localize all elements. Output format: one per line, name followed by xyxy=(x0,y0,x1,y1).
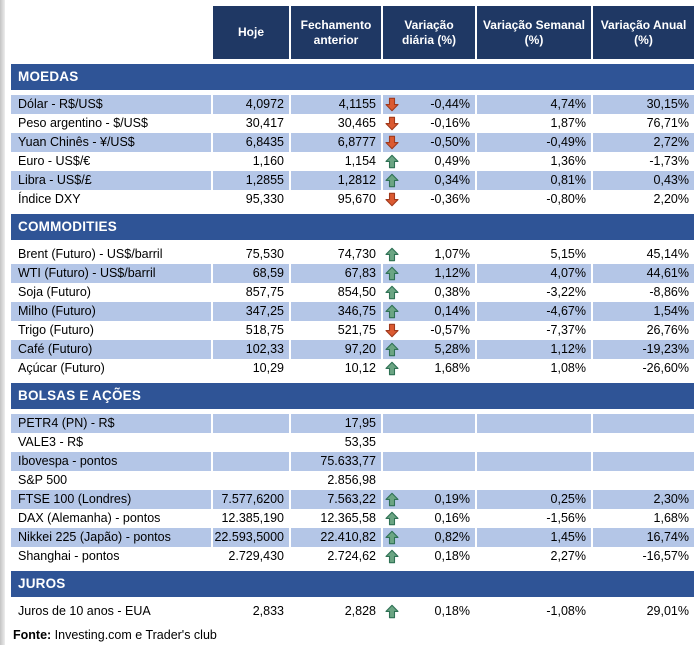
cell-label: Ibovespa - pontos xyxy=(11,452,211,471)
cell-variacao-diaria xyxy=(383,95,475,114)
section-header-moedas: MOEDAS xyxy=(11,64,694,90)
section-header-bolsas-e-acoes: BOLSAS E AÇÕES xyxy=(11,383,694,409)
variacao-diaria-value: 0,16% xyxy=(434,511,470,525)
arrow-down-icon xyxy=(385,97,399,112)
cell-variacao-semanal: 1,36% xyxy=(550,154,586,168)
source-text: Investing.com e Trader's club xyxy=(51,628,217,642)
cell-label: DAX (Alemanha) - pontos xyxy=(18,511,161,525)
cell-variacao-diaria xyxy=(383,190,475,209)
cell-fechamento-anterior: 12.365,58 xyxy=(320,511,376,525)
arrow-down-icon xyxy=(385,323,399,338)
variacao-diaria-value: 0,82% xyxy=(434,530,470,544)
cell-variacao-semanal: 0,81% xyxy=(477,171,591,190)
arrow-up-icon xyxy=(385,154,399,169)
cell-label: VALE3 - R$ xyxy=(18,435,84,449)
table-row xyxy=(11,452,694,471)
variacao-diaria-value: 0,18% xyxy=(434,604,470,618)
cell-fechamento-anterior: 346,75 xyxy=(291,302,381,321)
cell-variacao-semanal: -0,49% xyxy=(477,133,591,152)
variacao-diaria-value: 1,12% xyxy=(434,266,470,280)
cell-variacao-anual: 76,71% xyxy=(646,116,689,130)
table-row xyxy=(11,95,694,114)
cell-variacao-anual: -26,60% xyxy=(642,361,689,375)
cell-variacao-diaria xyxy=(383,152,475,171)
arrow-up-icon xyxy=(385,604,399,619)
cell-variacao-anual: 0,43% xyxy=(593,171,694,190)
cell-hoje: 68,59 xyxy=(213,264,289,283)
cell-fechamento-anterior: 1,2812 xyxy=(291,171,381,190)
cell-variacao-semanal: 1,87% xyxy=(550,116,586,130)
arrow-up-icon xyxy=(385,173,399,188)
cell-variacao-anual: 2,72% xyxy=(593,133,694,152)
cell-label: Milho (Futuro) xyxy=(11,302,211,321)
cell-fechamento-anterior: 10,12 xyxy=(344,361,376,375)
cell-variacao-anual xyxy=(593,452,694,471)
trend-up-indicator xyxy=(385,247,400,262)
cell-variacao-semanal: 1,45% xyxy=(477,528,591,547)
table-row xyxy=(11,171,694,190)
cell-variacao-anual: 26,76% xyxy=(646,323,689,337)
cell-label: Shanghai - pontos xyxy=(18,549,120,563)
cell-label: Soja (Futuro) xyxy=(18,285,91,299)
cell-hoje: 347,25 xyxy=(213,302,289,321)
trend-down-indicator xyxy=(385,135,400,150)
cell-hoje: 22.593,5000 xyxy=(213,528,289,547)
cell-variacao-diaria xyxy=(383,602,475,621)
table-row xyxy=(11,133,694,152)
table-body xyxy=(11,64,694,621)
arrow-up-icon xyxy=(385,285,399,300)
variacao-diaria-value: -0,57% xyxy=(430,323,470,337)
header-variacao-semanal: Variação Semanal (%) xyxy=(477,6,591,59)
cell-fechamento-anterior: 97,20 xyxy=(291,340,381,359)
variacao-diaria-value: -0,36% xyxy=(430,192,470,206)
cell-variacao-anual: 29,01% xyxy=(646,604,689,618)
cell-variacao-semanal: -0,80% xyxy=(546,192,586,206)
cell-fechamento-anterior: 22.410,82 xyxy=(291,528,381,547)
variacao-diaria-value: -0,44% xyxy=(430,97,470,111)
table-row xyxy=(11,528,694,547)
trend-up-indicator xyxy=(385,511,400,526)
cell-label: Trigo (Futuro) xyxy=(18,323,94,337)
variacao-diaria-value: 0,49% xyxy=(434,154,470,168)
table-row xyxy=(11,359,694,378)
variacao-diaria-value: 0,18% xyxy=(434,549,470,563)
cell-hoje xyxy=(213,414,289,433)
arrow-up-icon xyxy=(385,549,399,564)
table-row xyxy=(11,264,694,283)
cell-hoje: 102,33 xyxy=(213,340,289,359)
cell-fechamento-anterior: 67,83 xyxy=(291,264,381,283)
cell-variacao-diaria xyxy=(383,171,475,190)
cell-variacao-semanal: -4,67% xyxy=(477,302,591,321)
table-row xyxy=(11,152,694,171)
variacao-diaria-value: 1,68% xyxy=(434,361,470,375)
arrow-up-icon xyxy=(385,342,399,357)
cell-variacao-diaria xyxy=(383,302,475,321)
cell-fechamento-anterior: 74,730 xyxy=(337,247,376,261)
cell-fechamento-anterior: 854,50 xyxy=(337,285,376,299)
cell-variacao-anual xyxy=(593,433,694,452)
cell-label: Índice DXY xyxy=(18,192,81,206)
cell-label: FTSE 100 (Londres) xyxy=(11,490,211,509)
cell-variacao-anual: -16,57% xyxy=(642,549,689,563)
trend-down-indicator xyxy=(385,323,400,338)
section-header-juros: JUROS xyxy=(11,571,694,597)
cell-variacao-diaria xyxy=(383,321,475,340)
cell-hoje: 6,8435 xyxy=(213,133,289,152)
cell-variacao-semanal: 1,08% xyxy=(550,361,586,375)
header-empty-cell xyxy=(11,6,211,59)
cell-label: Euro - US$/€ xyxy=(18,154,91,168)
cell-fechamento-anterior: 17,95 xyxy=(291,414,381,433)
cell-variacao-diaria xyxy=(383,528,475,547)
arrow-down-icon xyxy=(385,192,399,207)
arrow-down-icon xyxy=(385,135,399,150)
cell-variacao-semanal: -7,37% xyxy=(546,323,586,337)
cell-fechamento-anterior: 6,8777 xyxy=(291,133,381,152)
cell-label: Libra - US$/£ xyxy=(11,171,211,190)
cell-hoje: 2.729,430 xyxy=(228,549,284,563)
trend-down-indicator xyxy=(385,116,400,131)
table-row xyxy=(11,490,694,509)
cell-fechamento-anterior: 2.856,98 xyxy=(327,473,376,487)
cell-label: S&P 500 xyxy=(18,473,68,487)
arrow-up-icon xyxy=(385,361,399,376)
cell-variacao-semanal: 5,15% xyxy=(550,247,586,261)
arrow-down-icon xyxy=(385,116,399,131)
cell-hoje: 1,160 xyxy=(252,154,284,168)
trend-up-indicator xyxy=(385,304,400,319)
trend-up-indicator xyxy=(385,549,400,564)
trend-up-indicator xyxy=(385,604,400,619)
cell-fechamento-anterior: 53,35 xyxy=(344,435,376,449)
variacao-diaria-value: 5,28% xyxy=(434,342,470,356)
trend-up-indicator xyxy=(385,492,400,507)
cell-variacao-semanal: 2,27% xyxy=(550,549,586,563)
cell-label: Dólar - R$/US$ xyxy=(11,95,211,114)
cell-variacao-anual: 2,30% xyxy=(593,490,694,509)
table-row xyxy=(11,190,694,209)
cell-variacao-anual: 16,74% xyxy=(593,528,694,547)
cell-label: Juros de 10 anos - EUA xyxy=(18,604,151,618)
cell-variacao-diaria xyxy=(383,264,475,283)
cell-variacao-semanal xyxy=(477,433,591,452)
cell-label: Café (Futuro) xyxy=(11,340,211,359)
left-edge-strip xyxy=(0,0,5,645)
variacao-diaria-value: 0,34% xyxy=(434,173,470,187)
cell-hoje xyxy=(213,471,289,490)
variacao-diaria-value: 0,19% xyxy=(434,492,470,506)
cell-variacao-anual: 2,20% xyxy=(653,192,689,206)
cell-hoje: 2,833 xyxy=(252,604,284,618)
variacao-diaria-value: -0,16% xyxy=(430,116,470,130)
header-fechamento-anterior: Fechamento anterior xyxy=(291,6,381,59)
cell-variacao-diaria xyxy=(383,414,475,433)
trend-up-indicator xyxy=(385,154,400,169)
cell-hoje: 10,29 xyxy=(252,361,284,375)
cell-label: Yuan Chinês - ¥/US$ xyxy=(11,133,211,152)
cell-variacao-semanal: -3,22% xyxy=(546,285,586,299)
cell-variacao-anual: 1,54% xyxy=(593,302,694,321)
cell-variacao-semanal: -1,08% xyxy=(546,604,586,618)
table-row xyxy=(11,302,694,321)
cell-variacao-diaria xyxy=(383,340,475,359)
cell-variacao-diaria xyxy=(383,509,475,528)
table-row xyxy=(11,340,694,359)
cell-variacao-semanal: 1,12% xyxy=(477,340,591,359)
cell-variacao-diaria xyxy=(383,283,475,302)
cell-variacao-anual: 44,61% xyxy=(593,264,694,283)
table-header xyxy=(11,6,694,59)
cell-fechamento-anterior: 4,1155 xyxy=(291,95,381,114)
trend-up-indicator xyxy=(385,173,400,188)
cell-variacao-diaria xyxy=(383,114,475,133)
cell-variacao-anual: -19,23% xyxy=(593,340,694,359)
cell-variacao-anual: 30,15% xyxy=(593,95,694,114)
cell-variacao-semanal: -1,56% xyxy=(546,511,586,525)
cell-fechamento-anterior: 75.633,77 xyxy=(291,452,381,471)
cell-label: Açúcar (Futuro) xyxy=(18,361,105,375)
cell-hoje: 7.577,6200 xyxy=(213,490,289,509)
cell-variacao-semanal xyxy=(477,471,591,490)
table-row xyxy=(11,283,694,302)
cell-variacao-semanal xyxy=(477,414,591,433)
arrow-up-icon xyxy=(385,304,399,319)
section-header-commodities: COMMODITIES xyxy=(11,214,694,240)
cell-label: Brent (Futuro) - US$/barril xyxy=(18,247,163,261)
variacao-diaria-value: 0,14% xyxy=(434,304,470,318)
cell-variacao-diaria xyxy=(383,452,475,471)
arrow-up-icon xyxy=(385,266,399,281)
table-row xyxy=(11,414,694,433)
trend-up-indicator xyxy=(385,266,400,281)
cell-variacao-anual xyxy=(593,414,694,433)
cell-hoje: 75,530 xyxy=(245,247,284,261)
table-row xyxy=(11,602,694,621)
cell-hoje: 95,330 xyxy=(245,192,284,206)
cell-fechamento-anterior: 1,154 xyxy=(344,154,376,168)
cell-hoje xyxy=(213,452,289,471)
header-variacao-diaria: Variação diária (%) xyxy=(383,6,475,59)
cell-variacao-anual: -8,86% xyxy=(649,285,689,299)
source-label: Fonte: xyxy=(13,628,52,642)
cell-variacao-anual: 45,14% xyxy=(646,247,689,261)
cell-hoje xyxy=(213,433,289,452)
cell-hoje: 857,75 xyxy=(245,285,284,299)
cell-hoje: 1,2855 xyxy=(213,171,289,190)
cell-label: Peso argentino - $/US$ xyxy=(18,116,148,130)
trend-up-indicator xyxy=(385,530,400,545)
variacao-diaria-value: 1,07% xyxy=(434,247,470,261)
trend-down-indicator xyxy=(385,97,400,112)
trend-up-indicator xyxy=(385,361,400,376)
header-variacao-anual: Variação Anual (%) xyxy=(593,6,694,59)
arrow-up-icon xyxy=(385,530,399,545)
cell-hoje: 518,75 xyxy=(245,323,284,337)
header-hoje: Hoje xyxy=(213,6,289,59)
cell-variacao-semanal: 4,74% xyxy=(477,95,591,114)
cell-variacao-diaria xyxy=(383,547,475,566)
source-note xyxy=(11,628,694,642)
cell-label: WTI (Futuro) - US$/barril xyxy=(11,264,211,283)
arrow-up-icon xyxy=(385,247,399,262)
cell-variacao-diaria xyxy=(383,359,475,378)
arrow-up-icon xyxy=(385,511,399,526)
cell-variacao-diaria xyxy=(383,490,475,509)
cell-hoje: 30,417 xyxy=(245,116,284,130)
cell-label: Nikkei 225 (Japão) - pontos xyxy=(11,528,211,547)
cell-variacao-diaria xyxy=(383,245,475,264)
cell-hoje: 12.385,190 xyxy=(221,511,284,525)
cell-variacao-anual: -1,73% xyxy=(649,154,689,168)
market-summary-table xyxy=(11,6,694,642)
cell-variacao-semanal xyxy=(477,452,591,471)
cell-variacao-semanal: 0,25% xyxy=(477,490,591,509)
cell-variacao-diaria xyxy=(383,133,475,152)
table-row xyxy=(11,433,694,452)
cell-variacao-anual: 1,68% xyxy=(653,511,689,525)
table-row xyxy=(11,114,694,133)
table-row xyxy=(11,245,694,264)
variacao-diaria-value: 0,38% xyxy=(434,285,470,299)
cell-fechamento-anterior: 95,670 xyxy=(337,192,376,206)
cell-fechamento-anterior: 521,75 xyxy=(337,323,376,337)
arrow-up-icon xyxy=(385,492,399,507)
cell-fechamento-anterior: 2,828 xyxy=(344,604,376,618)
table-row xyxy=(11,471,694,490)
trend-up-indicator xyxy=(385,285,400,300)
cell-variacao-semanal: 4,07% xyxy=(477,264,591,283)
variacao-diaria-value: -0,50% xyxy=(430,135,470,149)
table-row xyxy=(11,321,694,340)
cell-variacao-diaria xyxy=(383,471,475,490)
trend-up-indicator xyxy=(385,342,400,357)
trend-down-indicator xyxy=(385,192,400,207)
cell-fechamento-anterior: 7.563,22 xyxy=(291,490,381,509)
cell-fechamento-anterior: 30,465 xyxy=(337,116,376,130)
cell-fechamento-anterior: 2.724,62 xyxy=(327,549,376,563)
table-row xyxy=(11,547,694,566)
cell-label: PETR4 (PN) - R$ xyxy=(11,414,211,433)
cell-variacao-diaria xyxy=(383,433,475,452)
cell-variacao-anual xyxy=(593,471,694,490)
table-row xyxy=(11,509,694,528)
cell-hoje: 4,0972 xyxy=(213,95,289,114)
